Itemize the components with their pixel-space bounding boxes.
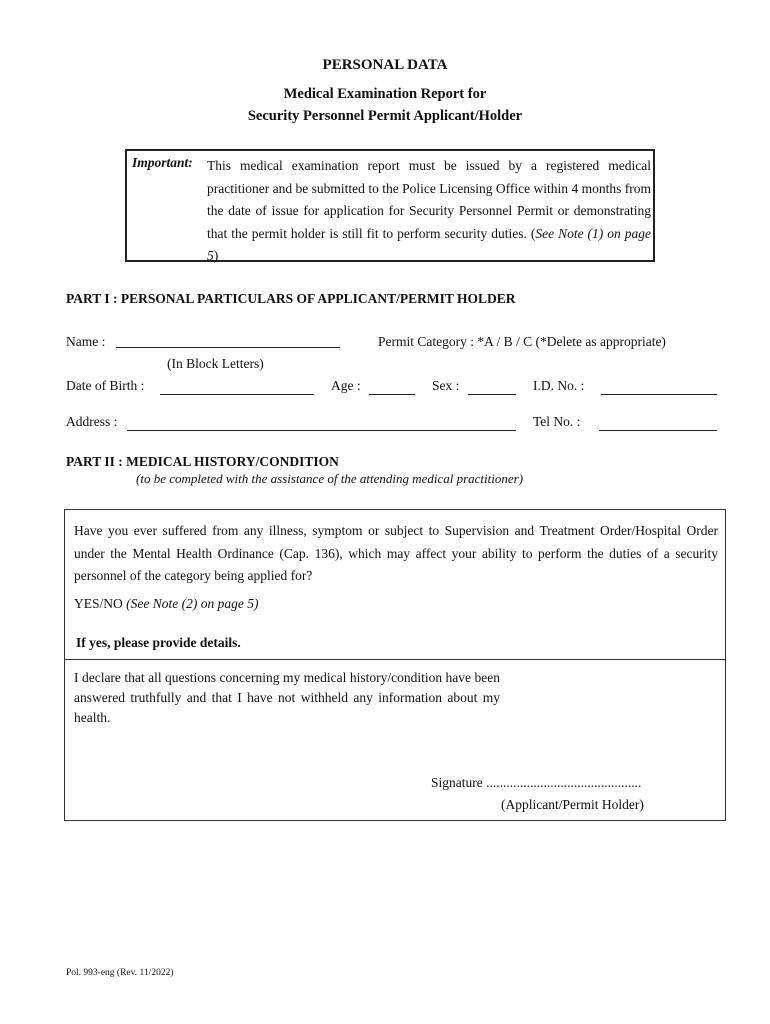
part1-heading: PART I : PERSONAL PARTICULARS OF APPLICANT/PERMIT HOLDER (66, 291, 516, 306)
address-label: Address : (66, 414, 118, 429)
form-subtitle-line2: Security Personnel Permit Applicant/Holder (247, 108, 523, 124)
important-text-end: ) (213, 248, 219, 263)
medical-question: Have you ever suffered from any illness, symptom or subject to Supervision and Treatment Order/Hospital Order under the Mental Health Ordinance (Cap. 136), which may affect your ability to perform the duties of a security personnel of the category being applied for? (74, 523, 718, 583)
address-field[interactable] (127, 416, 516, 431)
form-code: Pol. 993-eng (Rev. 11/2022) (66, 968, 174, 978)
name-hint: (In Block Letters) (167, 356, 264, 371)
important-text-main: This medical examination report must be issued by a registered medical practitioner and be submitted to the Police Licensing Office within 4 months from the date of issue for application for Security Personnel Permit or demonstrating that the permit holder is still fit to perform security duties. ( (207, 158, 651, 241)
medical-history-box (64, 509, 726, 821)
tel-label: Tel No. : (533, 414, 581, 429)
tel-field[interactable] (599, 416, 717, 431)
important-notice-box (125, 149, 655, 262)
part2-heading: PART II : MEDICAL HISTORY/CONDITION (66, 454, 339, 469)
important-text (207, 155, 651, 268)
dob-field[interactable] (160, 380, 314, 395)
if-yes-details-label: If yes, please provide details. (76, 635, 241, 650)
sex-field[interactable] (468, 380, 516, 395)
age-field[interactable] (369, 380, 415, 395)
important-note-ref: See Note (1) on page 5 (207, 225, 651, 263)
id-field[interactable] (601, 380, 717, 395)
important-label: Important: (132, 155, 193, 170)
sex-label: Sex : (432, 378, 460, 393)
form-subtitle-line1: Medical Examination Report for (283, 86, 487, 102)
age-label: Age : (331, 378, 361, 393)
permit-category-label: Permit Category : *A / B / C (*Delete as appropriate) (378, 334, 666, 349)
name-field[interactable] (116, 333, 340, 348)
yes-no-label: YES/NO (74, 596, 123, 611)
signature-role: (Applicant/Permit Holder) (501, 797, 644, 812)
section-divider (65, 659, 725, 660)
declaration-text: I declare that all questions concerning my medical history/condition have been answered truthfully and that I have not withheld any information about my health. (74, 670, 500, 725)
yes-no-answer[interactable] (74, 596, 258, 612)
part2-subheading: (to be completed with the assistance of the attending medical practitioner) (136, 471, 524, 486)
dob-label: Date of Birth : (66, 378, 145, 393)
yes-no-note-ref: (See Note (2) on page 5) (126, 596, 259, 611)
id-label: I.D. No. : (533, 378, 585, 393)
signature-line[interactable]: Signature .............................................. (431, 775, 642, 790)
name-label: Name : (66, 334, 106, 349)
page-title: PERSONAL DATA (322, 57, 448, 73)
